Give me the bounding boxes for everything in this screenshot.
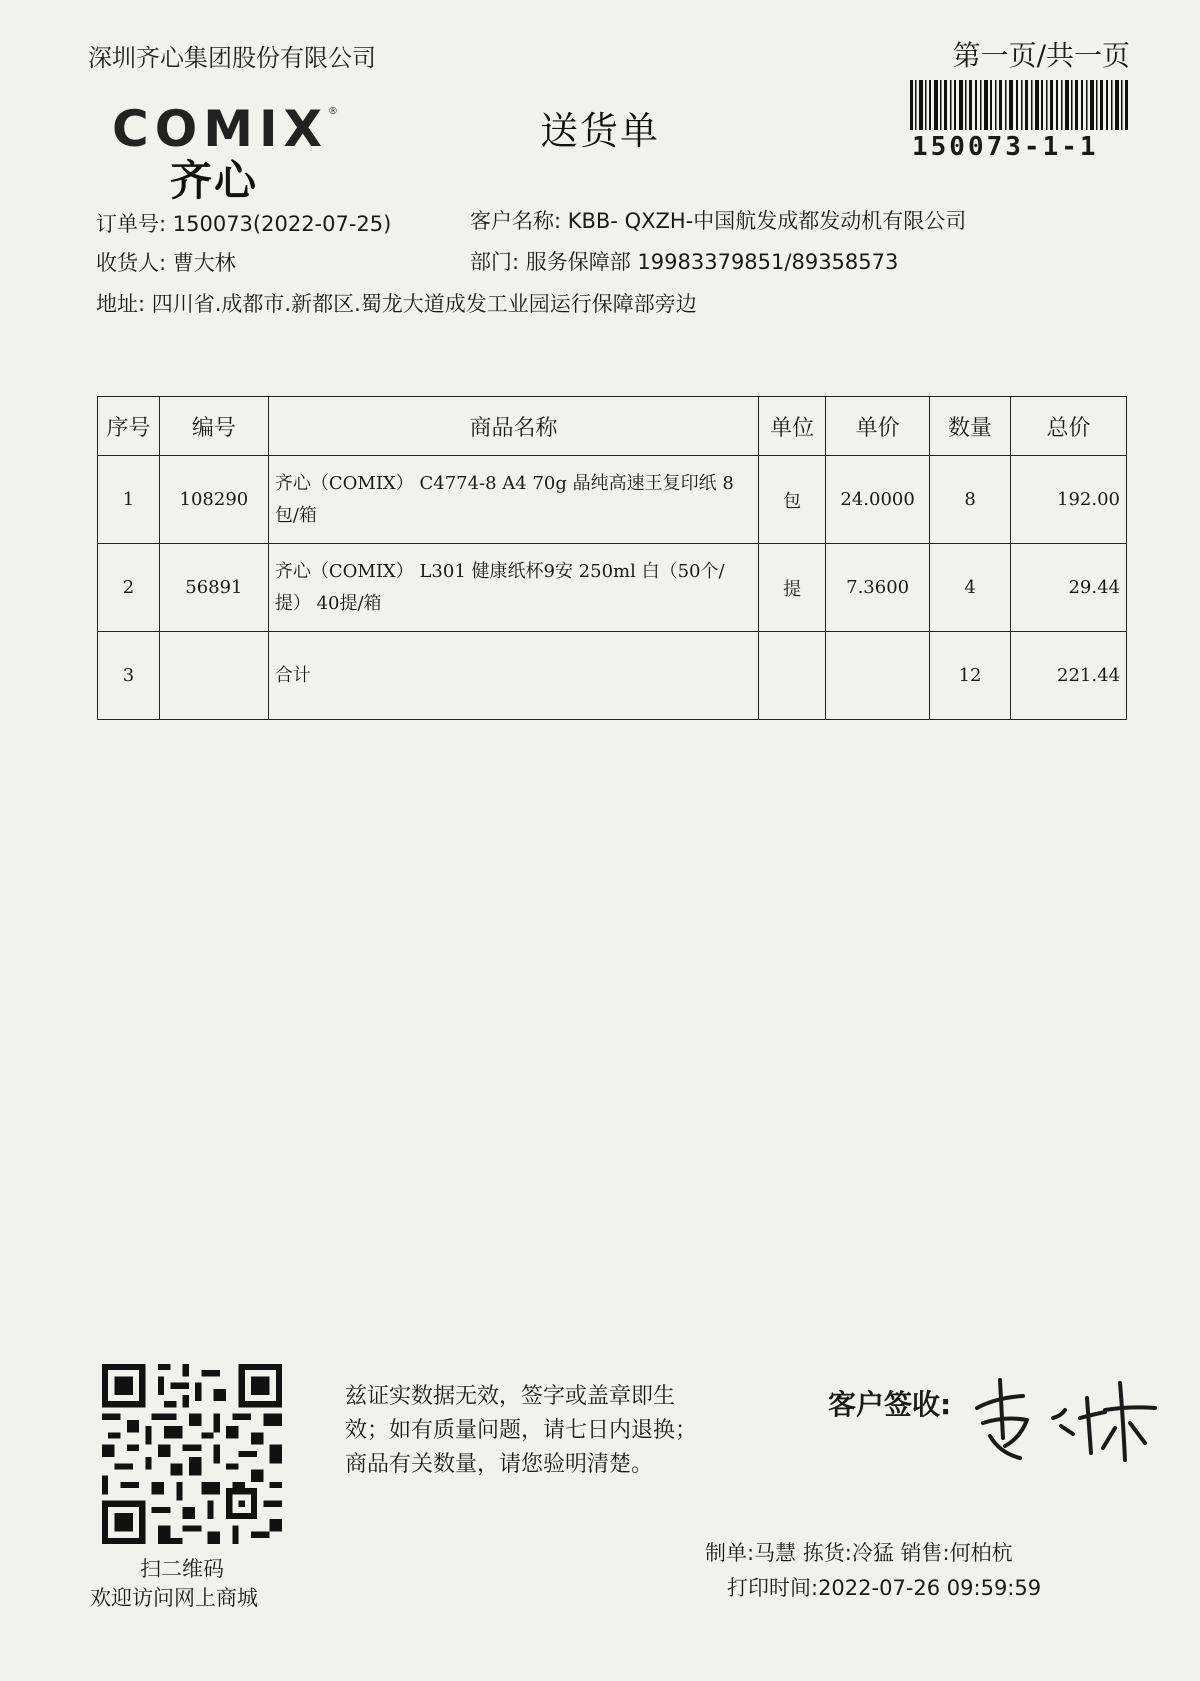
header-price: 单价 — [826, 397, 930, 456]
header-name: 商品名称 — [268, 397, 758, 456]
table-row — [98, 544, 1127, 632]
cell-name: 齐心（COMIX） C4774-8 A4 70g 晶纯高速王复印纸 8包/箱 — [268, 456, 758, 544]
cell-price — [826, 632, 930, 720]
header-total: 总价 — [1011, 397, 1127, 456]
handwritten-signature — [965, 1368, 1165, 1468]
print-time: 打印时间:2022-07-26 09:59:59 — [727, 1576, 1042, 1600]
items-table — [97, 396, 1127, 720]
comix-logo — [112, 100, 342, 205]
table-header-row — [98, 397, 1127, 456]
cell-code: 56891 — [159, 544, 268, 632]
cell-seq: 3 — [98, 632, 160, 720]
page-info: 第一页/共一页 — [952, 39, 1130, 72]
cell-code: 108290 — [159, 456, 268, 544]
cell-total: 192.00 — [1011, 456, 1127, 544]
cell-qty: 4 — [930, 544, 1011, 632]
cell-name: 齐心（COMIX） L301 健康纸杯9安 250ml 白（50个/提） 40提/箱 — [268, 544, 758, 632]
table-row — [98, 456, 1127, 544]
cell-qty: 12 — [930, 632, 1011, 720]
header-code: 编号 — [159, 397, 268, 456]
document-title: 送货单 — [540, 109, 661, 153]
qr-caption-mall: 欢迎访问网上商城 — [90, 1586, 258, 1610]
cell-total: 29.44 — [1011, 544, 1127, 632]
customer-name: 客户名称: KBB- QXZH-中国航发成都发动机有限公司 — [470, 209, 967, 233]
cell-price: 24.0000 — [826, 456, 930, 544]
cell-code — [159, 632, 268, 720]
qr-code-icon — [102, 1364, 282, 1544]
header-unit: 单位 — [759, 397, 826, 456]
cell-unit — [759, 632, 826, 720]
cell-seq: 2 — [98, 544, 160, 632]
company-name: 深圳齐心集团股份有限公司 — [88, 44, 376, 72]
cell-unit: 提 — [759, 544, 826, 632]
order-number: 订单号: 150073(2022-07-25) — [96, 212, 392, 236]
header-qty: 数量 — [930, 397, 1011, 456]
registered-mark: ® — [328, 106, 338, 117]
cell-qty: 8 — [930, 456, 1011, 544]
logo-en: COMIX — [112, 100, 329, 158]
cell-total: 221.44 — [1011, 632, 1127, 720]
address: 地址: 四川省.成都市.新都区.蜀龙大道成发工业园运行保障部旁边 — [96, 292, 697, 316]
cell-price: 7.3600 — [826, 544, 930, 632]
header-seq: 序号 — [98, 397, 160, 456]
barcode-icon — [910, 80, 1128, 130]
customer-sign-label: 客户签收: — [828, 1388, 952, 1421]
staff-info: 制单:马慧 拣货:冷猛 销售:何柏杭 — [705, 1541, 1013, 1565]
cell-seq: 1 — [98, 456, 160, 544]
cell-name: 合计 — [268, 632, 758, 720]
notice-line-3: 商品有关数量，请您验明清楚。 — [345, 1452, 654, 1477]
cell-unit: 包 — [759, 456, 826, 544]
notice-text — [345, 1380, 697, 1482]
barcode-number: 150073-1-1 — [912, 132, 1099, 162]
table-row-summary — [98, 632, 1127, 720]
logo-cn: 齐心 — [170, 156, 259, 205]
qr-caption-scan: 扫二维码 — [140, 1557, 224, 1581]
receiver: 收货人: 曹大林 — [96, 251, 236, 275]
department: 部门: 服务保障部 19983379851/89358573 — [470, 250, 899, 274]
notice-line-2: 效；如有质量问题，请七日内退换； — [345, 1418, 698, 1443]
notice-line-1: 兹证实数据无效，签字或盖章即生 — [345, 1384, 676, 1409]
